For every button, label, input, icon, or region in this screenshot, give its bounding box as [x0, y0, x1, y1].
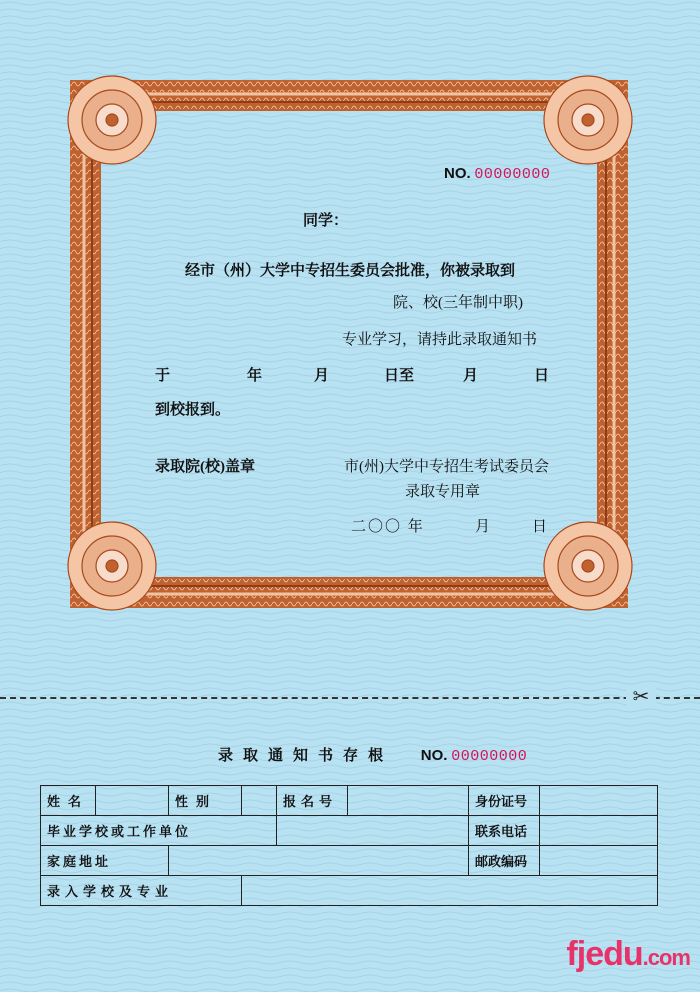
date-day-end: 日 — [534, 368, 550, 384]
phone-label: 联系电话 — [469, 816, 540, 846]
date-year: 年 — [247, 368, 263, 384]
watermark-main: fjedu — [566, 935, 643, 973]
watermark-tld: .com — [642, 945, 690, 970]
approval-line: 经市（州）大学中专招生委员会批准，你被录取到 — [185, 263, 516, 279]
table-row — [41, 846, 658, 876]
stub-table — [40, 785, 658, 906]
postcode-field[interactable] — [540, 846, 658, 876]
stub-serial-number: 00000000 — [451, 748, 528, 765]
name-field[interactable] — [96, 786, 169, 816]
name-label: 姓名 — [41, 786, 96, 816]
stub-title: 录取通知书存根 — [218, 748, 394, 764]
seal-label: 录取院(校)盖章 — [155, 459, 255, 475]
sign-day: 日 — [532, 519, 548, 535]
committee-name: 市(州)大学中专招生考试委员会 — [344, 459, 549, 475]
date-month: 月 — [314, 368, 330, 384]
table-row — [41, 816, 658, 846]
school-or-work-field[interactable] — [277, 816, 469, 846]
school-type-line: 院、校(三年制中职) — [393, 295, 523, 311]
major-line: 专业学习，请持此录取通知书 — [342, 332, 538, 348]
date-yu: 于 — [155, 368, 171, 384]
table-row — [41, 876, 658, 906]
gender-field[interactable] — [242, 786, 277, 816]
sign-year: 二〇〇 年 — [351, 519, 425, 535]
stub-number — [421, 748, 527, 764]
no-label: NO. — [444, 165, 471, 182]
sign-month: 月 — [475, 519, 491, 535]
student-salutation: 同学： — [303, 213, 349, 229]
scissors-icon: ✂ — [626, 686, 656, 708]
id-no-field[interactable] — [540, 786, 658, 816]
stamp-label: 录取专用章 — [405, 484, 481, 500]
phone-field[interactable] — [540, 816, 658, 846]
stub-no-label: NO. — [420, 747, 448, 764]
address-label: 家庭地址 — [41, 846, 169, 876]
date-day-to: 日至 — [384, 368, 415, 384]
reg-no-label: 报名号 — [277, 786, 348, 816]
certificate-number — [444, 165, 550, 184]
admitted-label: 录入学校及专业 — [41, 876, 242, 906]
cut-line — [0, 697, 700, 699]
stub-title-row — [218, 744, 527, 765]
report-instruction: 到校报到。 — [155, 402, 231, 418]
date-month-end: 月 — [463, 368, 479, 384]
postcode-label: 邮政编码 — [469, 846, 540, 876]
school-or-work-label: 毕业学校或工作单位 — [41, 816, 277, 846]
admitted-field[interactable] — [242, 876, 658, 906]
table-row — [41, 786, 658, 816]
reg-no-field[interactable] — [348, 786, 469, 816]
serial-number: 00000000 — [474, 166, 551, 183]
id-no-label: 身份证号 — [469, 786, 540, 816]
site-watermark — [566, 935, 690, 974]
address-field[interactable] — [169, 846, 469, 876]
gender-label: 性别 — [169, 786, 242, 816]
